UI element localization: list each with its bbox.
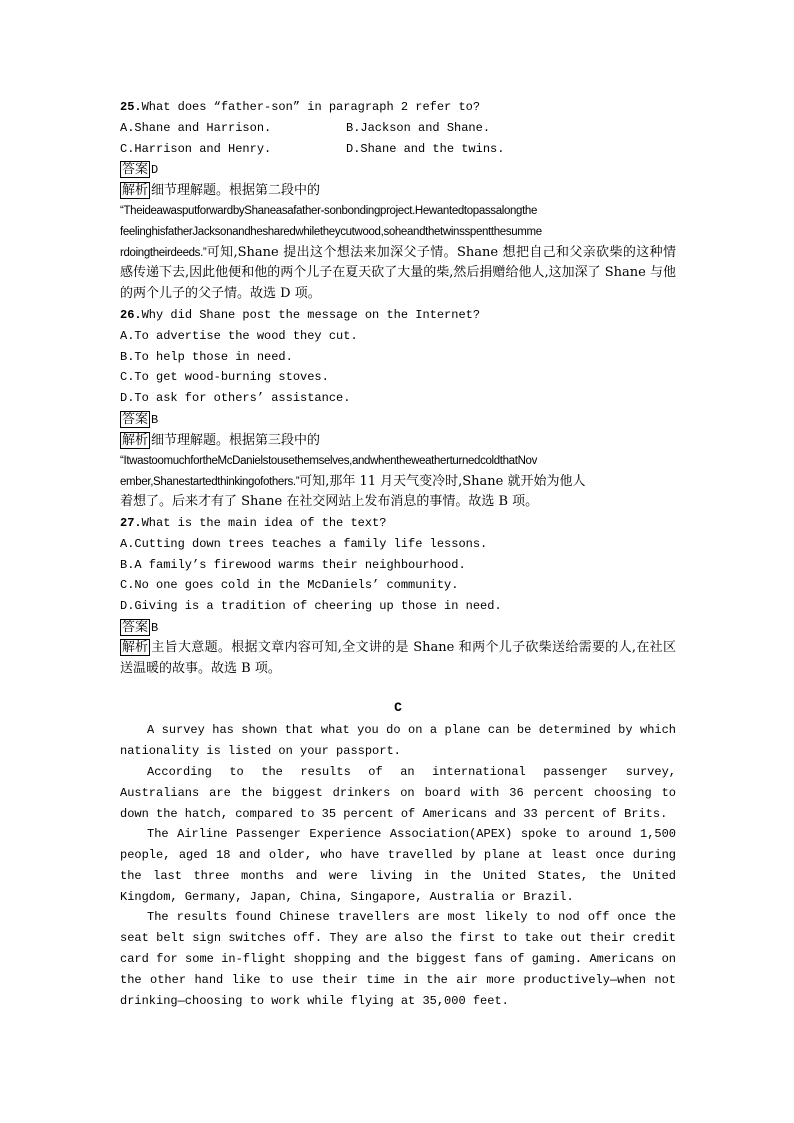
exam-page: [120, 97, 676, 1011]
question-26-analysis-intro: [120, 430, 676, 451]
analysis-quote-line: rdoingtheirdeeds.”: [120, 246, 207, 259]
option-c: C.Harrison and Henry.: [120, 141, 272, 156]
option-d: D.To ask for others’ assistance.: [120, 391, 351, 406]
question-text: What does “father-son” in paragraph 2 refer to?: [141, 100, 481, 114]
analysis-quote-tail: 可知,那年 11 月天气变冷时,Shane 就开始为他人: [299, 474, 586, 490]
question-25-options-row-2: [120, 139, 676, 160]
answer-value: B: [151, 620, 159, 635]
option-b: B.To help those in need.: [120, 349, 293, 364]
question-27-answer: [120, 617, 676, 638]
question-number: 27.: [120, 515, 142, 530]
analysis-rest: 可知,Shane 提出这个想法来加深父子情。Shane 想把自己和父亲砍柴的这种情感传递下去,因此他便和他的两个儿子在夏天砍了大量的柴,然后捐赠给他人,这加深了 Shane 与他的两个儿子的父子情。故选 D 项。: [120, 244, 676, 302]
option-d: D.Giving is a tradition of cheering up those in need.: [120, 599, 502, 614]
passage-paragraph: The Airline Passenger Experience Association(APEX) spoke to around 1,500 people, aged 18 and older, who have travelled by plane at least once during the last three months and were living in the United States, the United Kingdom, Germany, Japan, China, Singapore, Australia or Brazil.: [120, 827, 676, 904]
option-a: A.Cutting down trees teaches a family life lessons.: [120, 536, 488, 551]
question-26-stem: [120, 305, 676, 326]
question-25-options-row-1: [120, 118, 676, 139]
question-text: Why did Shane post the message on the Internet?: [141, 307, 481, 322]
analysis-tag: 解析: [122, 639, 149, 655]
question-25-analysis-intro: [120, 180, 676, 201]
passage-paragraph: According to the results of an international passenger survey, Australians are the biggest drinkers on board with 36 percent choosing to down the hatch, compared to 35 percent of Americans and 33 percent of Brits.: [120, 764, 676, 821]
analysis-quote-line: “ItwastoomuchfortheMcDanielstousethemselves,andwhentheweatherturnedcoldthatNov: [120, 454, 537, 467]
analysis-tag: 解析: [122, 183, 149, 199]
analysis-quote-line: “TheideawasputforwardbyShaneasafather-sonbondingproject.Hewantedtopassalongthe: [120, 204, 538, 217]
analysis-intro: 细节理解题。根据第三段中的: [151, 432, 321, 448]
question-25-answer: [120, 159, 676, 180]
option-d: D.Shane and the twins.: [346, 141, 505, 156]
question-25-analysis-body: [120, 243, 676, 305]
option-c: C.No one goes cold in the McDaniels’ community.: [120, 578, 459, 593]
analysis-tag: 解析: [122, 432, 149, 448]
question-26-answer: [120, 409, 676, 430]
passage-paragraph: A survey has shown that what you do on a plane can be determined by which nationality is listed on your passport.: [120, 723, 676, 759]
question-25-stem: [120, 97, 676, 118]
question-number: 26.: [120, 307, 142, 322]
analysis-quote-line-with-tail: [120, 471, 676, 492]
option-a: A.Shane and Harrison.: [120, 120, 272, 135]
answer-tag: 答案: [122, 162, 149, 178]
analysis-quote-line: ember,Shanestartedthinkingofothers.”: [120, 476, 300, 489]
answer-value: B: [151, 412, 159, 427]
answer-tag: 答案: [122, 619, 149, 635]
question-26-analysis-rest: 着想了。后来才有了 Shane 在社交网站上发布消息的事情。故选 B 项。: [120, 494, 539, 510]
question-27-stem: [120, 513, 676, 534]
option-b: B.A family’s firewood warms their neighbourhood.: [120, 557, 466, 572]
option-a: A.To advertise the wood they cut.: [120, 328, 358, 343]
option-c: C.To get wood-burning stoves.: [120, 370, 329, 385]
question-number: 25.: [120, 100, 142, 114]
section-title: C: [394, 700, 402, 716]
option-b: B.Jackson and Shane.: [346, 120, 491, 135]
passage-paragraph: The results found Chinese travellers are most likely to nod off once the seat belt sign switches off. They are also the first to take out their credit card for some in-flight shopping and the biggest fans of gaming. Americans on the other hand like to use their time in the air more productively—when not drinking—choosing to work while flying at 35,000 feet.: [120, 910, 676, 1008]
analysis-text: 主旨大意题。根据文章内容可知,全文讲的是 Shane 和两个儿子砍柴送给需要的人,在社区送温暖的故事。故选 B 项。: [120, 639, 676, 676]
question-27-analysis: [120, 638, 676, 680]
answer-value: D: [151, 163, 159, 178]
question-text: What is the main idea of the text?: [141, 515, 387, 530]
analysis-intro: 细节理解题。根据第二段中的: [151, 183, 321, 199]
analysis-quote-line: feelinghisfatherJacksonandhesharedwhiletheycutwood,soheandthetwinsspentthesumme: [120, 225, 542, 238]
answer-tag: 答案: [122, 411, 149, 427]
